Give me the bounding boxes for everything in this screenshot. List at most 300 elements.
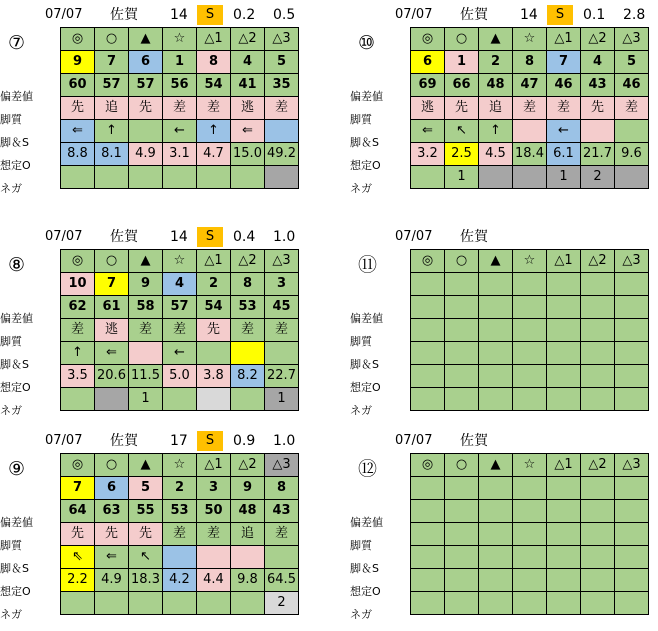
negative-cell (513, 166, 547, 189)
running-style-cell: 先 (129, 97, 163, 120)
number-cell: 8 (231, 273, 265, 296)
running-style-cell: 差 (163, 97, 197, 120)
venue-name: 佐賀 (460, 433, 488, 449)
estimated-odds-cell (615, 569, 649, 592)
position-arrow-cell (163, 546, 197, 569)
deviation-cell: 54 (197, 74, 231, 97)
mark-cell: △1 (547, 454, 581, 477)
position-arrow-cell (513, 342, 547, 365)
position-arrow-cell (479, 342, 513, 365)
number-cell (479, 477, 513, 500)
deviation-cell (411, 296, 445, 319)
number-cell (547, 273, 581, 296)
mark-row (61, 250, 299, 273)
row-label: 想定O (0, 585, 31, 598)
estimated-odds-cell: 3.1 (163, 143, 197, 166)
estimated-odds-cell (479, 569, 513, 592)
deviation-cell: 43 (581, 74, 615, 97)
number-cell: 4 (231, 51, 265, 74)
negative-cell (445, 592, 479, 615)
running-style-cell: 先 (61, 523, 95, 546)
position-arrow-row (411, 342, 649, 365)
deviation-cell: 55 (129, 500, 163, 523)
venue-name: 佐賀 (110, 433, 138, 449)
deviation-cell: 69 (411, 74, 445, 97)
negative-cell (95, 166, 129, 189)
number-cell: 4 (163, 273, 197, 296)
number-cell: 6 (411, 51, 445, 74)
index-value-2: 0.5 (273, 7, 296, 23)
deviation-cell: 61 (95, 296, 129, 319)
number-row (411, 51, 649, 74)
index-value-2: 1.0 (273, 433, 296, 449)
race-panel (350, 431, 658, 621)
running-style-cell: 先 (61, 97, 95, 120)
position-arrow-cell: ↑ (479, 120, 513, 143)
field-size: 14 (170, 7, 188, 23)
position-arrow-cell (411, 342, 445, 365)
estimated-odds-cell (411, 569, 445, 592)
running-style-cell: 差 (615, 97, 649, 120)
deviation-cell: 43 (265, 500, 299, 523)
deviation-cell (479, 500, 513, 523)
number-cell (513, 477, 547, 500)
race-number: ⑫ (358, 458, 378, 480)
negative-cell (615, 592, 649, 615)
estimated-odds-cell: 4.9 (95, 569, 129, 592)
deviation-cell (513, 500, 547, 523)
number-cell: 7 (95, 51, 129, 74)
mark-cell: △3 (615, 250, 649, 273)
position-arrow-cell: ← (547, 120, 581, 143)
position-arrow-cell (547, 546, 581, 569)
estimated-odds-row (61, 569, 299, 592)
mark-cell: ○ (445, 454, 479, 477)
running-style-cell: 差 (513, 97, 547, 120)
running-style-cell (479, 319, 513, 342)
negative-cell (615, 166, 649, 189)
number-cell (547, 477, 581, 500)
negative-cell (61, 592, 95, 615)
estimated-odds-cell: 8.1 (95, 143, 129, 166)
index-value-2: 1.0 (273, 229, 296, 245)
running-style-cell: 差 (129, 319, 163, 342)
deviation-cell: 50 (197, 500, 231, 523)
mark-row (61, 28, 299, 51)
row-label: 脚質 (350, 335, 372, 348)
estimated-odds-cell: 18.4 (513, 143, 547, 166)
deviation-cell: 48 (231, 500, 265, 523)
position-arrow-cell: ⇐ (95, 342, 129, 365)
number-cell: 5 (265, 51, 299, 74)
running-style-cell (445, 523, 479, 546)
running-style-cell: 逃 (231, 97, 265, 120)
number-cell (581, 477, 615, 500)
running-style-cell (445, 319, 479, 342)
race-grid (60, 249, 299, 411)
estimated-odds-cell: 20.6 (95, 365, 129, 388)
race-number: ⑦ (8, 32, 26, 54)
row-label: 偏差値 (350, 516, 383, 529)
mark-cell: ▲ (479, 28, 513, 51)
estimated-odds-cell: 2.2 (61, 569, 95, 592)
negative-cell (615, 388, 649, 411)
row-label: 脚＆S (350, 562, 379, 575)
field-size: 14 (170, 229, 188, 245)
estimated-odds-cell (479, 365, 513, 388)
position-arrow-cell: ↑ (197, 120, 231, 143)
row-label: ネガ (350, 404, 372, 417)
negative-cell: 1 (265, 388, 299, 411)
number-cell (513, 273, 547, 296)
index-value-2: 2.8 (623, 7, 646, 23)
deviation-cell: 47 (513, 74, 547, 97)
negative-cell: 1 (547, 166, 581, 189)
negative-cell (95, 592, 129, 615)
row-label: 脚質 (0, 539, 22, 552)
negative-cell (581, 388, 615, 411)
negative-cell (163, 166, 197, 189)
position-arrow-cell: ⇐ (95, 546, 129, 569)
negative-cell (163, 388, 197, 411)
running-style-cell: 追 (95, 97, 129, 120)
s-badge: S (197, 227, 223, 247)
estimated-odds-cell: 18.3 (129, 569, 163, 592)
mark-cell: △3 (615, 28, 649, 51)
deviation-cell: 64 (61, 500, 95, 523)
position-arrow-row (61, 546, 299, 569)
mark-cell: ○ (95, 454, 129, 477)
deviation-cell: 53 (231, 296, 265, 319)
negative-cell: 1 (129, 388, 163, 411)
number-cell: 7 (61, 477, 95, 500)
race-panel (350, 227, 658, 417)
estimated-odds-cell: 4.9 (129, 143, 163, 166)
number-cell: 7 (547, 51, 581, 74)
deviation-cell: 57 (95, 74, 129, 97)
number-cell: 4 (581, 51, 615, 74)
mark-cell: △2 (581, 28, 615, 51)
deviation-cell (547, 500, 581, 523)
number-cell: 5 (615, 51, 649, 74)
venue-name: 佐賀 (110, 229, 138, 245)
position-arrow-cell (197, 546, 231, 569)
row-label: 脚＆S (350, 358, 379, 371)
running-style-cell: 差 (163, 319, 197, 342)
race-panel (0, 227, 360, 417)
number-cell: 1 (163, 51, 197, 74)
running-style-cell: 先 (581, 97, 615, 120)
mark-cell: △2 (231, 28, 265, 51)
estimated-odds-row (411, 143, 649, 166)
position-arrow-cell (197, 342, 231, 365)
negative-cell (197, 388, 231, 411)
deviation-cell (513, 296, 547, 319)
deviation-row (61, 500, 299, 523)
estimated-odds-cell (445, 365, 479, 388)
mark-cell: ☆ (163, 454, 197, 477)
estimated-odds-cell: 6.1 (547, 143, 581, 166)
estimated-odds-cell (513, 569, 547, 592)
negative-cell (265, 166, 299, 189)
mark-cell: ◎ (411, 28, 445, 51)
deviation-cell: 63 (95, 500, 129, 523)
race-grid (410, 453, 649, 615)
estimated-odds-cell: 15.0 (231, 143, 265, 166)
race-date: 07/07 (45, 433, 83, 448)
position-arrow-cell (581, 342, 615, 365)
number-row (411, 273, 649, 296)
deviation-cell (445, 296, 479, 319)
index-value-1: 0.1 (583, 7, 606, 23)
negative-cell (163, 592, 197, 615)
running-style-row (61, 523, 299, 546)
deviation-cell: 46 (615, 74, 649, 97)
running-style-row (61, 319, 299, 342)
estimated-odds-cell: 4.4 (197, 569, 231, 592)
row-label: ネガ (0, 404, 22, 417)
row-label: ネガ (350, 608, 372, 621)
position-arrow-cell (615, 120, 649, 143)
row-label: 想定O (350, 585, 381, 598)
negative-cell (411, 592, 445, 615)
running-style-cell (581, 523, 615, 546)
index-value-1: 0.9 (233, 433, 256, 449)
mark-cell: △1 (197, 28, 231, 51)
deviation-cell: 58 (129, 296, 163, 319)
position-arrow-cell (513, 120, 547, 143)
deviation-cell: 53 (163, 500, 197, 523)
running-style-cell (615, 319, 649, 342)
position-arrow-cell (615, 546, 649, 569)
estimated-odds-cell: 3.2 (411, 143, 445, 166)
running-style-cell (411, 319, 445, 342)
negative-cell (479, 388, 513, 411)
running-style-cell: 先 (197, 319, 231, 342)
row-label: 偏差値 (0, 516, 33, 529)
negative-row (411, 166, 649, 189)
number-cell: 1 (445, 51, 479, 74)
row-label: 偏差値 (0, 312, 33, 325)
estimated-odds-cell: 9.8 (231, 569, 265, 592)
position-arrow-cell (129, 342, 163, 365)
race-date: 07/07 (45, 229, 83, 244)
position-arrow-cell: ⇐ (231, 120, 265, 143)
deviation-cell (479, 296, 513, 319)
estimated-odds-cell: 22.7 (265, 365, 299, 388)
deviation-cell: 66 (445, 74, 479, 97)
estimated-odds-cell: 8.2 (231, 365, 265, 388)
deviation-row (61, 74, 299, 97)
row-label: 脚＆S (0, 136, 29, 149)
mark-cell: ▲ (479, 250, 513, 273)
estimated-odds-cell: 4.2 (163, 569, 197, 592)
deviation-cell (445, 500, 479, 523)
venue-name: 佐賀 (110, 7, 138, 23)
position-arrow-cell (231, 342, 265, 365)
number-row (61, 273, 299, 296)
running-style-cell: 差 (547, 97, 581, 120)
race-date: 07/07 (395, 7, 433, 22)
running-style-cell: 追 (479, 97, 513, 120)
estimated-odds-cell: 64.5 (265, 569, 299, 592)
mark-row (411, 28, 649, 51)
mark-cell: ○ (95, 28, 129, 51)
estimated-odds-cell (547, 569, 581, 592)
running-style-row (411, 319, 649, 342)
running-style-cell (581, 319, 615, 342)
estimated-odds-cell (581, 365, 615, 388)
race-number: ⑨ (8, 458, 26, 480)
running-style-cell: 逃 (95, 319, 129, 342)
deviation-cell: 60 (61, 74, 95, 97)
deviation-cell: 62 (61, 296, 95, 319)
negative-cell (479, 166, 513, 189)
estimated-odds-row (61, 365, 299, 388)
number-cell: 8 (265, 477, 299, 500)
mark-cell: △3 (265, 454, 299, 477)
deviation-cell (581, 296, 615, 319)
position-arrow-cell: ⇖ (61, 546, 95, 569)
position-arrow-cell (445, 342, 479, 365)
deviation-cell (547, 296, 581, 319)
estimated-odds-cell: 2.5 (445, 143, 479, 166)
running-style-cell (513, 319, 547, 342)
number-row (61, 51, 299, 74)
mark-cell: ◎ (61, 250, 95, 273)
position-arrow-cell (265, 546, 299, 569)
number-cell (615, 477, 649, 500)
running-style-cell (479, 523, 513, 546)
running-style-row (411, 523, 649, 546)
mark-cell: △2 (581, 454, 615, 477)
negative-row (411, 592, 649, 615)
deviation-cell: 56 (163, 74, 197, 97)
negative-cell (231, 166, 265, 189)
estimated-odds-cell: 3.5 (61, 365, 95, 388)
estimated-odds-cell: 4.7 (197, 143, 231, 166)
negative-cell (547, 592, 581, 615)
number-cell (411, 273, 445, 296)
mark-cell: △3 (265, 28, 299, 51)
running-style-cell (547, 319, 581, 342)
deviation-cell: 45 (265, 296, 299, 319)
number-cell: 9 (231, 477, 265, 500)
mark-cell: ○ (95, 250, 129, 273)
negative-cell (61, 388, 95, 411)
mark-cell: △1 (197, 250, 231, 273)
race-grid (410, 249, 649, 411)
estimated-odds-row (411, 569, 649, 592)
position-arrow-row (411, 120, 649, 143)
row-label: 脚質 (0, 113, 22, 126)
number-cell: 7 (95, 273, 129, 296)
position-arrow-row (61, 120, 299, 143)
number-cell: 9 (129, 273, 163, 296)
mark-cell: ▲ (129, 454, 163, 477)
number-cell: 10 (61, 273, 95, 296)
running-style-cell: 差 (265, 97, 299, 120)
race-date: 07/07 (395, 229, 433, 244)
mark-cell: ☆ (513, 454, 547, 477)
negative-row (61, 388, 299, 411)
position-arrow-cell (129, 120, 163, 143)
negative-cell (61, 166, 95, 189)
running-style-cell: 差 (197, 97, 231, 120)
running-style-row (61, 97, 299, 120)
number-cell: 3 (197, 477, 231, 500)
estimated-odds-row (411, 365, 649, 388)
negative-row (61, 592, 299, 615)
negative-cell: 2 (265, 592, 299, 615)
position-arrow-cell: ⇐ (411, 120, 445, 143)
negative-cell (197, 592, 231, 615)
deviation-row (411, 500, 649, 523)
running-style-cell (615, 523, 649, 546)
venue-name: 佐賀 (460, 7, 488, 23)
row-label: ネガ (350, 182, 372, 195)
number-row (411, 477, 649, 500)
number-cell: 5 (129, 477, 163, 500)
row-label: 偏差値 (350, 90, 383, 103)
row-label: 想定O (0, 159, 31, 172)
mark-cell: ◎ (411, 250, 445, 273)
mark-cell: ◎ (61, 28, 95, 51)
position-arrow-cell (411, 546, 445, 569)
deviation-cell: 57 (163, 296, 197, 319)
row-label: 脚＆S (0, 358, 29, 371)
race-panel (0, 5, 360, 195)
estimated-odds-row (61, 143, 299, 166)
position-arrow-cell: ↖ (129, 546, 163, 569)
estimated-odds-cell (547, 365, 581, 388)
row-label: 脚質 (350, 113, 372, 126)
field-size: 17 (170, 433, 188, 449)
row-label: 偏差値 (0, 90, 33, 103)
race-panel (350, 5, 658, 195)
estimated-odds-cell (411, 365, 445, 388)
mark-cell: △1 (547, 250, 581, 273)
position-arrow-cell (265, 120, 299, 143)
negative-cell (95, 388, 129, 411)
position-arrow-cell (479, 546, 513, 569)
position-arrow-cell: ⇐ (61, 120, 95, 143)
mark-cell: ○ (445, 28, 479, 51)
deviation-cell: 46 (547, 74, 581, 97)
row-label: 脚質 (0, 335, 22, 348)
race-number: ⑩ (358, 32, 376, 54)
estimated-odds-cell: 5.0 (163, 365, 197, 388)
estimated-odds-cell: 49.2 (265, 143, 299, 166)
number-cell: 6 (129, 51, 163, 74)
mark-cell: △1 (547, 28, 581, 51)
mark-cell: △3 (265, 250, 299, 273)
running-style-cell: 差 (163, 523, 197, 546)
deviation-row (411, 296, 649, 319)
number-cell (581, 273, 615, 296)
position-arrow-cell (265, 342, 299, 365)
deviation-cell (615, 500, 649, 523)
running-style-cell: 追 (231, 523, 265, 546)
negative-cell (197, 166, 231, 189)
negative-cell (445, 388, 479, 411)
number-cell (445, 477, 479, 500)
running-style-cell: 差 (265, 523, 299, 546)
deviation-cell: 54 (197, 296, 231, 319)
position-arrow-row (61, 342, 299, 365)
s-badge: S (197, 5, 223, 25)
estimated-odds-cell (445, 569, 479, 592)
